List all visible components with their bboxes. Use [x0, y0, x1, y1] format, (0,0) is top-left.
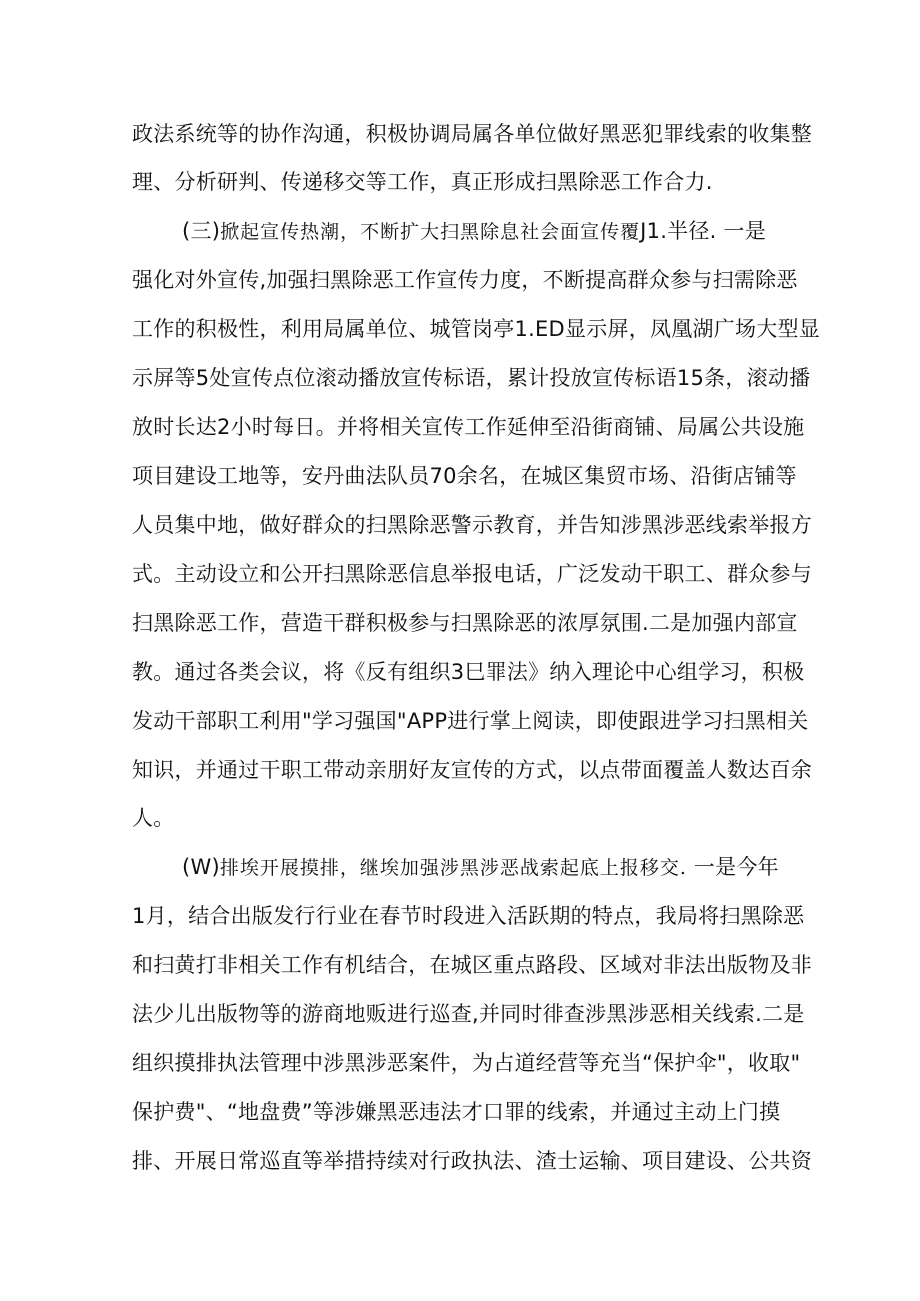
text-line: 项目建设工地等，安丹曲法队员70余名，在城区集贸市场、沿街店铺等: [132, 464, 797, 488]
text-line: 和扫黄打非相关工作有机结合，在城区重点路段、区域对非法出版物及非: [132, 953, 812, 977]
heading-number: (三): [182, 219, 221, 243]
text-line: 发动干部职工利用"学习强国"APP进行掌上阅读，即使跟进学习扫黑相关: [132, 709, 809, 733]
text-line: 组织摸排执法管理中涉黑涉恶案件，为占道经营等充当“保护伞"，收取": [132, 1051, 801, 1075]
text-line: 知识，并通过干职工带动亲朋好友宣传的方式，以点带面覆盖人数达百余: [132, 758, 812, 782]
section-heading-4: [182, 852, 794, 882]
text-line: 示屏等5处宣传点位滚动播放宣传标语，累计投放宣传标语15条，滚动播: [132, 366, 811, 390]
section-heading-3: [182, 216, 794, 246]
text-line: 教。通过各类会议，将《反有组织3巳罪法》纳入理论中心组学习，积极: [132, 660, 805, 684]
text-line: 强化对外宣传,加强扫黑除恶工作宣传力度，不断提高群众参与扫需除恶: [132, 268, 798, 292]
heading-title: 掀起宣传热潮，不断扩大扫黑除息社会面宣传覆: [220, 221, 641, 243]
heading-title: 排埃开展摸排，继埃加强涉黑涉恶战索起底上报移交.: [219, 857, 687, 879]
text-line: 放时长达2小时每日。并将相关宣传工作延伸至沿街商铺、局属公共设施: [132, 415, 805, 439]
text-line: 工作的积极性，利用局属单位、城管岗亭1.ED显示屏，凤凰湖广场大型显: [132, 317, 820, 341]
text-line: 排、开展日常巡直等举措持续对行政执法、渣士运输、项目建设、公共资: [132, 1149, 812, 1173]
text-line: 法少儿出版物等的游商地贩进行巡查,并同时徘查涉黑涉恶相关线索.二是: [132, 1002, 805, 1026]
text-line: 政法系统等的协作沟通，积极协调局属各单位做好黑恶犯罪线索的收集整: [132, 122, 812, 146]
heading-tail: 一是今年: [686, 855, 779, 879]
text-line: 理、分析研判、传递移交等工作，真正形成扫黑除恶工作合力.: [132, 170, 713, 194]
text-line: 人员集中地，做好群众的扫黑除恶警示教育，并告知涉黑涉恶线索举报方: [132, 513, 812, 537]
heading-number: (W): [182, 855, 220, 879]
text-line: 扫黑除恶工作，营造干群积极参与扫黑除恶的浓厚氛围.二是加强内部宣: [132, 611, 798, 635]
heading-tail: J1.半径. 一是: [640, 219, 766, 243]
text-line: 式。主动设立和公开扫黑除恶信息举报电话，广泛发动干职工、群众参与: [132, 562, 812, 586]
text-line: 1月，结合出版发行行业在春节时段进入活跃期的特点，我局将扫黑除恶: [132, 904, 805, 928]
text-line: 保护费"、“地盘费”等涉嫌黑恶违法才口罪的线索，并通过主动上门摸: [132, 1100, 781, 1124]
text-line: 人。: [132, 806, 175, 830]
